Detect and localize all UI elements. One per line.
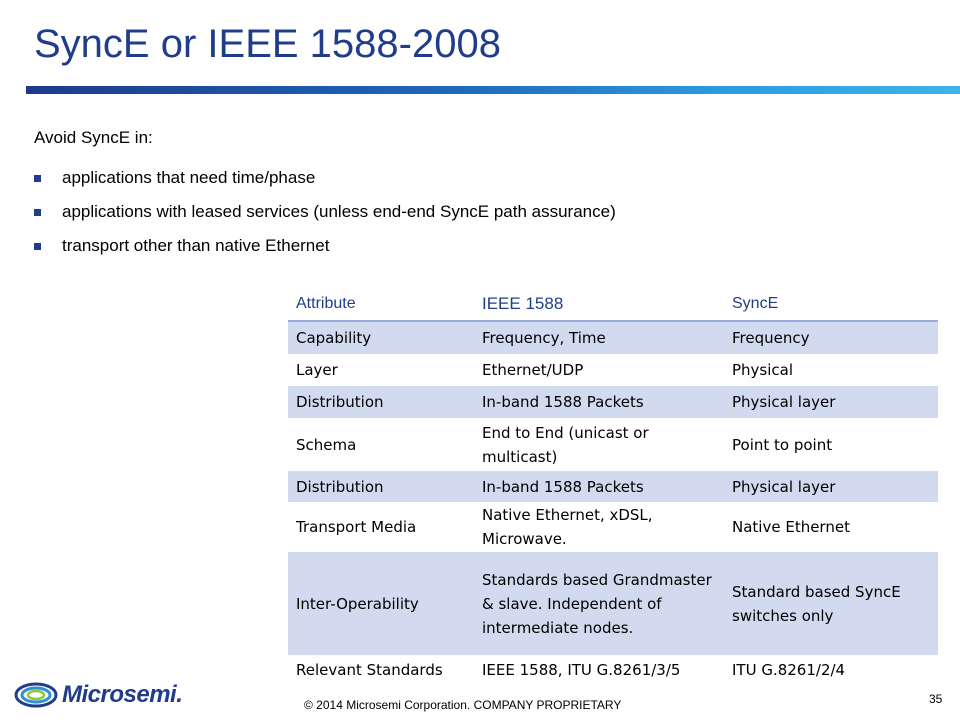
table-row: [288, 418, 938, 471]
table-cell: Native Ethernet: [724, 502, 938, 552]
table-row: [288, 552, 938, 655]
intro-text: Avoid SyncE in:: [34, 128, 153, 147]
bullet-item: [34, 229, 616, 263]
table-cell: Relevant Standards: [288, 655, 474, 685]
table-cell: Physical: [724, 354, 938, 386]
table-cell: Distribution: [288, 386, 474, 418]
table-cell: Ethernet/UDP: [474, 354, 724, 386]
bullet-text: transport other than native Ethernet: [62, 236, 330, 255]
table-row: [288, 354, 938, 386]
table-cell: IEEE 1588, ITU G.8261/3/5: [474, 655, 724, 685]
company-logo: [14, 680, 182, 710]
table-cell: In-band 1588 Packets: [474, 386, 724, 418]
table-cell: Distribution: [288, 471, 474, 502]
column-header-synce: SyncE: [724, 285, 938, 321]
bullet-item: [34, 195, 616, 229]
slide-title: SyncE or IEEE 1588-2008: [34, 22, 501, 66]
table-row: [288, 321, 938, 354]
table-cell: Transport Media: [288, 502, 474, 552]
square-bullet-icon: [34, 243, 41, 250]
table-cell: Physical layer: [724, 386, 938, 418]
microsemi-logo-icon: [14, 680, 58, 710]
table-header-row: [288, 285, 938, 321]
table-cell: Physical layer: [724, 471, 938, 502]
column-header-attribute: Attribute: [288, 285, 474, 321]
bullet-text: applications with leased services (unless end-end SyncE path assurance): [62, 202, 616, 221]
table-cell: Standard based SyncE switches only: [724, 552, 938, 655]
table-cell: Point to point: [724, 418, 938, 471]
table-row: [288, 471, 938, 502]
table-cell: Frequency: [724, 321, 938, 354]
table-cell: Layer: [288, 354, 474, 386]
logo-wordmark: Microsemi.: [62, 681, 183, 708]
table-cell: In-band 1588 Packets: [474, 471, 724, 502]
square-bullet-icon: [34, 209, 41, 216]
table-cell: Native Ethernet, xDSL, Microwave.: [474, 502, 724, 552]
column-header-ieee1588: IEEE 1588: [474, 285, 724, 321]
square-bullet-icon: [34, 175, 41, 182]
table-cell: Frequency, Time: [474, 321, 724, 354]
table-cell: End to End (unicast or multicast): [474, 418, 724, 471]
page-number: 35: [929, 692, 943, 706]
table-cell: Standards based Grandmaster & slave. Independent of intermediate nodes.: [474, 552, 724, 655]
table-cell: ITU G.8261/2/4: [724, 655, 938, 685]
table-cell: Capability: [288, 321, 474, 354]
bullet-item: [34, 161, 616, 195]
table-cell: Inter-Operability: [288, 552, 474, 655]
table-row: [288, 502, 938, 552]
bullet-text: applications that need time/phase: [62, 168, 316, 187]
table-row: [288, 386, 938, 418]
bullet-list: [34, 161, 616, 263]
table-cell: Schema: [288, 418, 474, 471]
copyright-notice: © 2014 Microsemi Corporation. COMPANY PROPRIETARY: [304, 698, 622, 712]
comparison-table: [288, 285, 938, 685]
table-row: [288, 655, 938, 685]
title-accent-bar: [26, 86, 960, 94]
